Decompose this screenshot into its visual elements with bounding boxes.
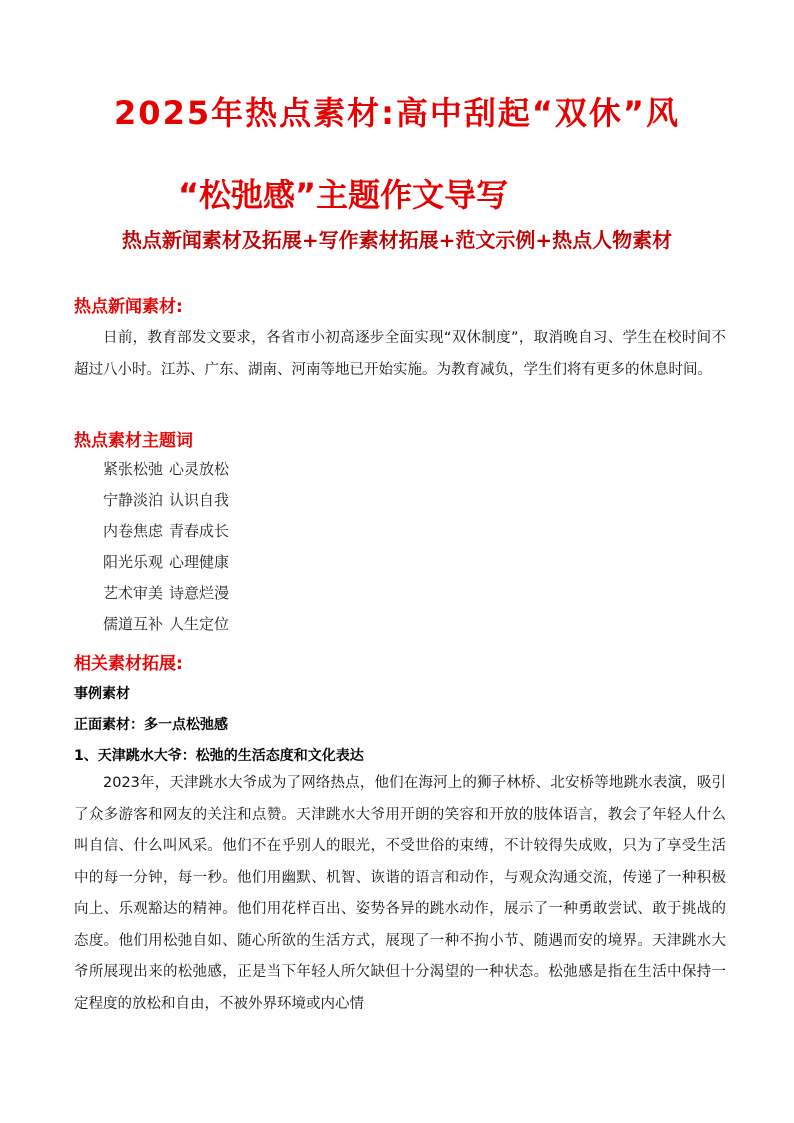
- keyword: 心灵放松: [169, 460, 230, 478]
- keyword-row: [103, 489, 235, 510]
- keyword-row: [103, 520, 235, 541]
- document-subtitle: 热点新闻素材及拓展+写作素材拓展+范文示例+热点人物素材: [121, 228, 673, 252]
- news-paragraph: 日前，教育部发文要求，各省市小初高逐步全面实现“双休制度”，取消晚自习、学生在校时间不超过八小时。江苏、广东、湖南、河南等地已开始实施。为教育减负，学生们将有更多的休息时间。: [74, 330, 726, 378]
- keyword: 阳光乐观: [103, 553, 164, 571]
- keyword-row: [103, 458, 235, 479]
- keyword: 青春成长: [169, 522, 230, 540]
- news-heading: 热点新闻素材:: [74, 297, 183, 317]
- document-title-line1: 2025年热点素材:高中刮起“双休”风: [114, 94, 680, 132]
- case-label: 事例素材: [74, 686, 130, 702]
- keyword: 认识自我: [169, 491, 230, 509]
- keyword: 诗意烂漫: [169, 584, 230, 602]
- keyword-row: [103, 582, 235, 603]
- keyword-row: [103, 613, 235, 634]
- keyword: 内卷焦虑: [103, 522, 164, 540]
- keyword: 心理健康: [169, 553, 230, 571]
- keyword: 儒道互补: [103, 615, 164, 633]
- item1-title: 1、天津跳水大爷：松弛的生活态度和文化表达: [74, 748, 364, 764]
- keyword: 宁静淡泊: [103, 491, 164, 509]
- positive-label: 正面素材：多一点松弛感: [74, 717, 228, 733]
- keyword: 艺术审美: [103, 584, 164, 602]
- keyword: 紧张松弛: [103, 460, 164, 478]
- keyword-row: [103, 551, 235, 572]
- item1-paragraph: 2023年，天津跳水大爷成为了网络热点，他们在海河上的狮子林桥、北安桥等地跳水表演，吸引了众多游客和网友的关注和点赞。天津跳水大爷用开朗的笑容和开放的肢体语言，教会了年轻人什么叫自信、什么叫风采。他们不在乎别人的眼光，不受世俗的束缚，不计较得失成败，只为了享受生活中的每一分钟，每一秒。他们用幽默、机智、诙谐的语言和动作，与观众沟通交流，传递了一种积极向上、乐观豁达的精神。他们用花样百出、姿势各异的跳水动作，展示了一种勇敢尝试、敢于挑战的态度。他们用松弛自如、随心所欲的生活方式，展现了一种不拘小节、随遇而安的境界。天津跳水大爷所展现出来的松弛感，正是当下年轻人所欠缺但十分渴望的一种状态。松弛感是指在生活中保持一定程度的放松和自由，不被外界环境或内心情: [74, 775, 726, 1012]
- keyword: 人生定位: [169, 615, 230, 633]
- keywords-heading: 热点素材主题词: [74, 431, 193, 451]
- expansion-heading: 相关素材拓展:: [74, 654, 183, 674]
- document-title-line2: “松弛感”主题作文导写: [178, 176, 509, 214]
